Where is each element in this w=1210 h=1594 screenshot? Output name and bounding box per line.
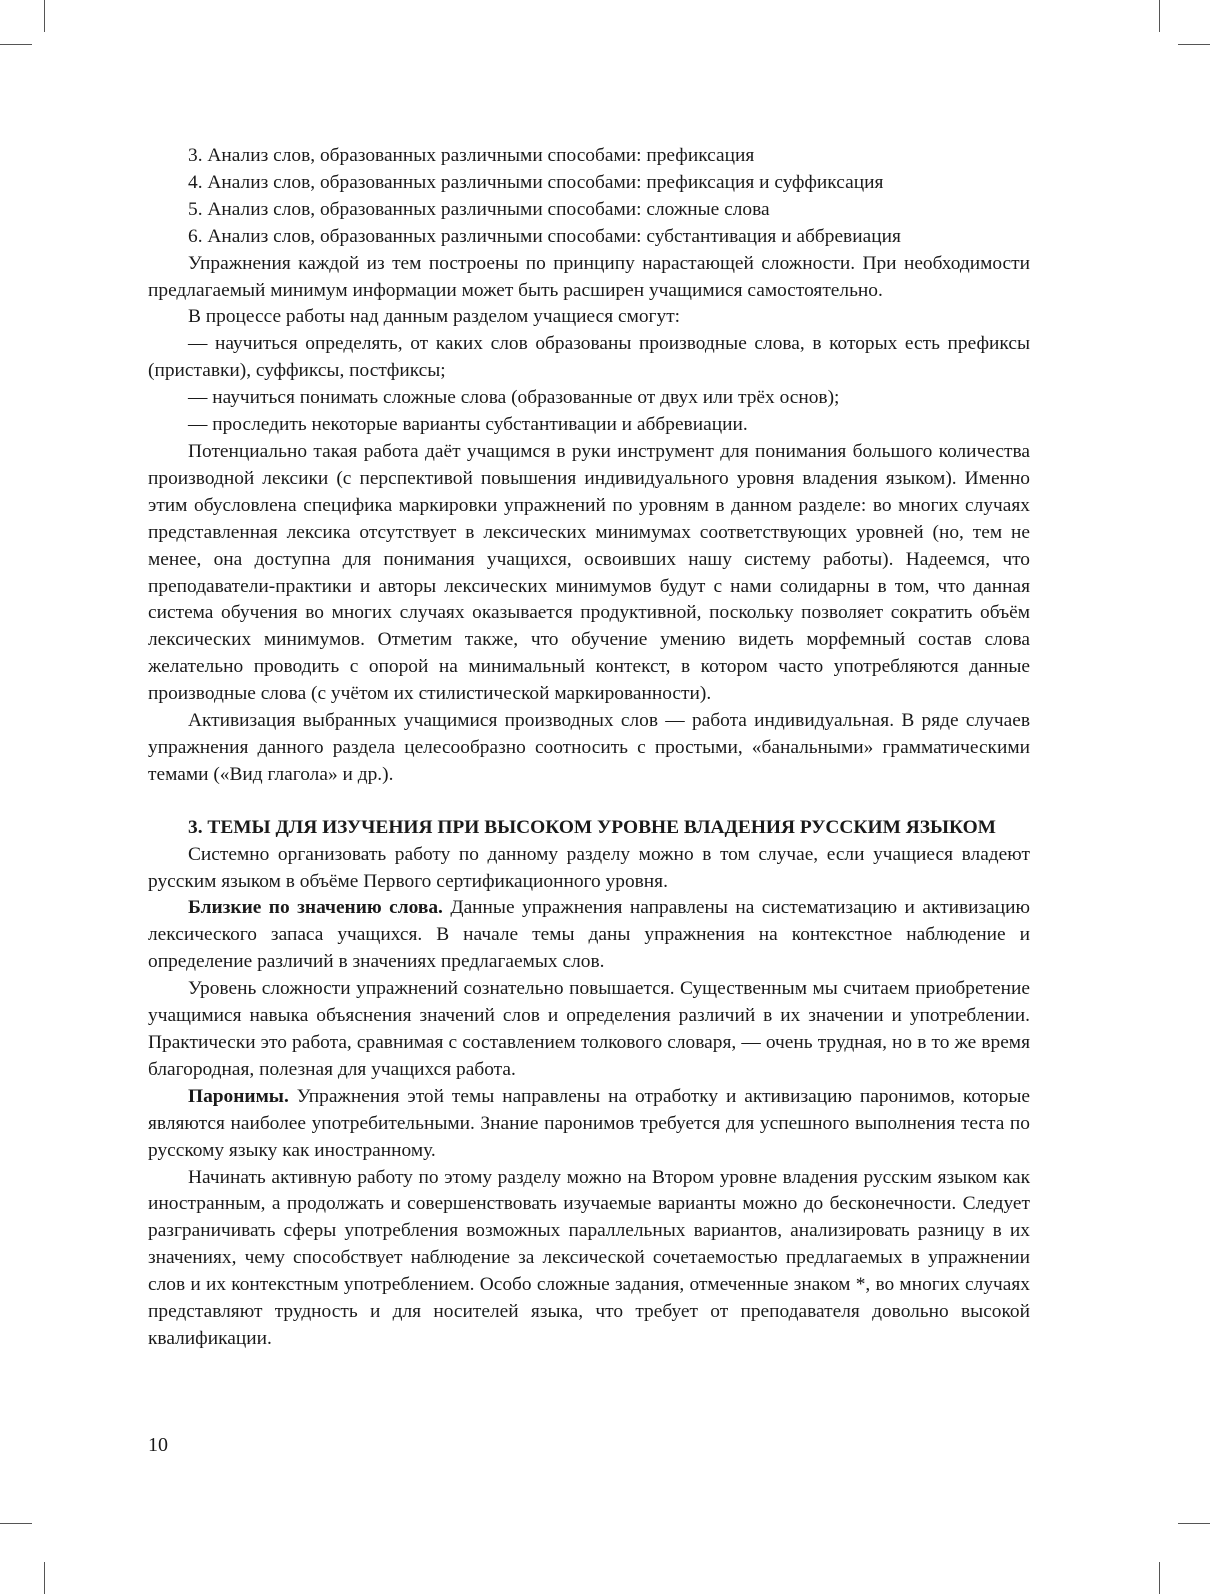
crop-mark <box>0 1523 32 1524</box>
crop-mark <box>1159 0 1160 32</box>
paragraph-activation: Активизация выбранных учащимися производных слов — работа индивидуальная. В ряде случаев упражнения данного раздела целесообразно соотносить с простыми, «банальными» грамматическими темами («Вид глагола» и др.). <box>148 710 1030 785</box>
paragraph-start: Начинать активную работу по этому разделу можно на Втором уровне владения русским языком как иностранным, а продолжать и совершенствовать изучаемые варианты можно до бесконечности. Следует разграничивать сферы употребления возможных параллельных вариантов, анализировать разницу в их значениях, чему способствует наблюдение за лексической сочетаемостью предлагаемых в упражнении слов и их контекстным употреблением. Особо сложные задания, отмеченные знаком *, во многих случаях представляют трудность и для носителей языка, что требует от преподавателя довольно высокой квалификации. <box>148 1166 1030 1349</box>
list-item: 5. Анализ слов, образованных различными способами: сложные слова <box>188 198 770 220</box>
crop-mark <box>1178 1523 1210 1524</box>
bullet-item: — научиться понимать сложные слова (образованные от двух или трёх основ); <box>188 387 840 409</box>
paragraph-paronyms <box>148 1084 1030 1165</box>
crop-mark <box>44 1562 45 1594</box>
paragraph-paronyms-text: Упражнения этой темы направлены на отработку и активизацию паронимов, которые являются наиболее употребительными. Знание паронимов требуется для успешного выполнения теста по русскому языку как иностранному. <box>148 1085 1030 1161</box>
list-item: 3. Анализ слов, образованных различными способами: префиксация <box>188 145 755 166</box>
list-item: 6. Анализ слов, образованных различными способами: субстантивация и аббревиация <box>188 225 901 247</box>
page-number: 10 <box>148 1434 168 1456</box>
section-heading: 3. ТЕМЫ ДЛЯ ИЗУЧЕНИЯ ПРИ ВЫСОКОМ УРОВНЕ ВЛАДЕНИЯ РУССКИМ ЯЗЫКОМ <box>188 816 996 838</box>
list-item: 4. Анализ слов, образованных различными способами: префиксация и суффиксация <box>188 171 884 193</box>
crop-mark <box>44 0 45 32</box>
paragraph-potential: Потенциально такая работа даёт учащимся в руки инструмент для понимания большого количества производной лексики (с перспективой повышения индивидуального уровня владения языком). Именно этим обусловлена специфика маркировки упражнений по уровням в данном разделе: во многих случаях представленная лексика отсутствует в лексических минимумах соответствующих уровней (но, тем не менее, она доступна для понимания учащихся, освоивших нашу систему работы). Надеемся, что преподаватели-практики и авторы лексических минимумов будут с нами солидарны в том, что данная система обучения во многих случаях оказывается продуктивной, поскольку позволяет сократить объём лексических минимумов. Отметим также, что обучение умению видеть морфемный состав слова желательно проводить с опорой на минимальный контекст, в котором часто употребляются данные производные слова (с учётом их стилистической маркированности). <box>148 440 1030 705</box>
crop-mark <box>0 44 32 45</box>
page-content <box>148 143 1030 1353</box>
bullet-item: — проследить некоторые варианты субстантивации и аббревиации. <box>188 414 748 436</box>
crop-mark <box>1178 44 1210 45</box>
crop-mark <box>1159 1562 1160 1594</box>
paragraph-complexity: Упражнения каждой из тем построены по принципу нарастающей сложности. При необходимости предлагаемый минимум информации может быть расширен учащимися самостоятельно. <box>148 252 1030 301</box>
bullet-item: — научиться определять, от каких слов образованы производные слова, в которых есть префиксы (приставки), суффиксы, постфиксы; <box>148 333 1030 382</box>
paragraph-system: Системно организовать работу по данному разделу можно в том случае, если учащиеся владеют русским языком в объёме Первого сертификационного уровня. <box>148 843 1030 892</box>
paragraph-level: Уровень сложности упражнений сознательно повышается. Существенным мы считаем приобретение учащимися навыка объяснения значений слов и определения различий в их значении и употреблении. Практически это работа, сравнимая с составлением толкового словаря, — очень трудная, но в то же время благородная, полезная для учащихся работа. <box>148 978 1030 1080</box>
paragraph-synonyms-text: Данные упражнения направлены на систематизацию и активизацию лексического запаса учащихся. В начале темы даны упражнения на контекстное наблюдение и определение различий в значениях предлагаемых слов. <box>148 897 1030 973</box>
term-paronyms: Паронимы. <box>188 1085 289 1107</box>
term-synonyms: Близкие по значению слова. <box>188 897 443 919</box>
paragraph-synonyms <box>148 895 1030 976</box>
paragraph-process-intro: В процессе работы над данным разделом учащиеся смогут: <box>188 306 681 328</box>
